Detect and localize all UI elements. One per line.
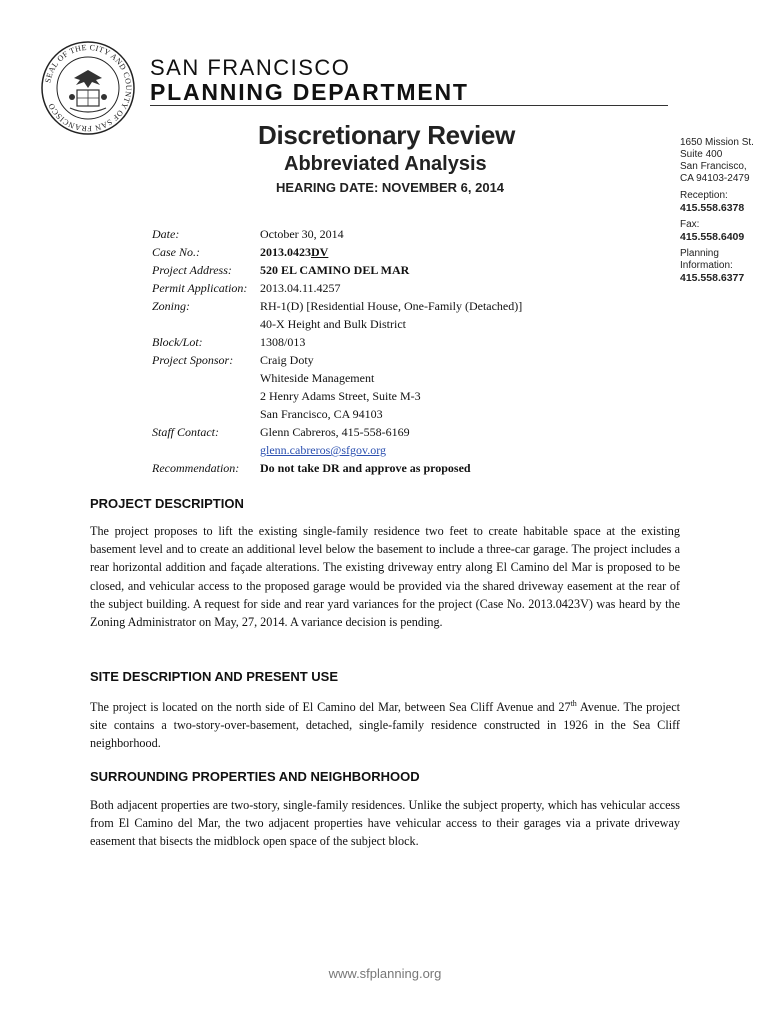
address-line: San Francisco, <box>680 161 747 172</box>
surrounding-properties-heading: SURROUNDING PROPERTIES AND NEIGHBORHOOD <box>90 769 420 784</box>
info-row-zoning-2 <box>152 315 672 333</box>
reception-label: Reception: <box>680 190 728 201</box>
site-description-heading: SITE DESCRIPTION AND PRESENT USE <box>90 669 338 684</box>
info-row-sponsor <box>152 351 672 369</box>
address-line: 1650 Mission St. <box>680 137 754 148</box>
date-value: October 30, 2014 <box>260 227 344 241</box>
case-info-table <box>152 225 672 477</box>
footer-website: www.sfplanning.org <box>328 966 442 981</box>
case-label: Case No.: <box>152 245 200 259</box>
info-row-blocklot <box>152 333 672 351</box>
svg-text:SEAL OF THE CITY AND COUNTY OF: SEAL OF THE CITY AND COUNTY OF SAN FRANCISCO <box>43 42 134 134</box>
planning-phone: 415.558.6377 <box>680 272 745 284</box>
recommendation-value: Do not take DR and approve as proposed <box>260 461 471 475</box>
org-name-line1: SAN FRANCISCO <box>150 55 351 80</box>
address-line: Suite 400 <box>680 149 723 160</box>
info-row-case <box>152 243 672 261</box>
info-row-sponsor-2 <box>152 369 672 387</box>
case-value <box>260 243 672 261</box>
surrounding-properties-text: Both adjacent properties are two-story, single-family residences. Unlike the subject property, which has vehicular access from El Camino del Mar, the two adjacent properties have vehicular access to their garages via a private driveway easement that bisects the midblock open space of the subject block. <box>90 798 680 849</box>
info-row-sponsor-4 <box>152 405 672 423</box>
address-line: CA 94103-2479 <box>680 173 750 184</box>
sponsor-company: Whiteside Management <box>260 371 375 385</box>
planning-label: Planning <box>680 248 719 259</box>
info-row-staff <box>152 423 672 441</box>
sponsor-city: San Francisco, CA 94103 <box>260 407 383 421</box>
info-row-date <box>152 225 672 243</box>
info-row-sponsor-3 <box>152 387 672 405</box>
reception-contact <box>680 190 768 214</box>
blocklot-label: Block/Lot: <box>152 335 203 349</box>
sponsor-street: 2 Henry Adams Street, Suite M-3 <box>260 389 421 403</box>
fax-contact <box>680 219 768 243</box>
staff-label: Staff Contact: <box>152 425 219 439</box>
sponsor-name: Craig Doty <box>260 353 314 367</box>
zoning-height-value: 40-X Height and Bulk District <box>260 317 406 331</box>
date-label: Date: <box>152 227 180 241</box>
office-address <box>680 137 768 185</box>
document-title: Discretionary Review <box>258 120 516 150</box>
info-row-email <box>152 441 672 459</box>
case-suffix: DV <box>311 245 329 259</box>
site-description-text: The project is located on the north side of El Camino del Mar, between Sea Cliff Avenue and 27th Avenue. The project site contains a two-story-over-basement, detached, single-family residence constructed in 1926 in the Sea Cliff neighborhood. <box>90 699 680 751</box>
project-description-text: The project proposes to lift the existing single-family residence two feet to create habitable space at the existing basement level and to create an additional level below the basement to include a three-car garage. The project includes a rear horizontal addition and façade alterations. The existing driveway entry along El Camino del Mar is proposed to be closed, and vehicular access to the proposed garage would be provided via the shared driveway easement at the rear of the subject building. A request for side and rear yard variances for the project (Case No. 2013.0423V) was heard by the Zoning Administrator on May, 27, 2014. A variance decision is pending. <box>90 524 680 630</box>
info-row-permit <box>152 279 672 297</box>
staff-email-link[interactable]: glenn.cabreros@sfgov.org <box>260 443 387 457</box>
reception-phone: 415.558.6378 <box>680 202 745 214</box>
recommendation-label: Recommendation: <box>152 461 240 475</box>
planning-info-contact <box>680 248 768 284</box>
address-label: Project Address: <box>152 263 232 277</box>
blocklot-value: 1308/013 <box>260 335 306 349</box>
permit-label: Permit Application: <box>152 281 248 295</box>
staff-value: Glenn Cabreros, 415-558-6169 <box>260 425 410 439</box>
header-divider <box>150 105 668 106</box>
hearing-date: HEARING DATE: NOVEMBER 6, 2014 <box>276 180 505 195</box>
fax-label: Fax: <box>680 219 700 230</box>
case-number: 2013.0423 <box>260 245 311 259</box>
zoning-value: RH-1(D) [Residential House, One-Family (Detached)] <box>260 299 523 313</box>
info-row-zoning <box>152 297 672 315</box>
permit-value: 2013.04.11.4257 <box>260 281 341 295</box>
zoning-label: Zoning: <box>152 299 191 313</box>
contact-sidebar <box>680 137 768 289</box>
info-row-address <box>152 261 672 279</box>
project-description-heading: PROJECT DESCRIPTION <box>90 496 244 511</box>
org-name-line2: PLANNING DEPARTMENT <box>150 79 469 105</box>
fax-phone: 415.558.6409 <box>680 231 745 243</box>
address-value: 520 EL CAMINO DEL MAR <box>260 263 410 277</box>
info-row-recommendation <box>152 459 672 477</box>
sponsor-label: Project Sponsor: <box>152 353 234 367</box>
planning-label: Information: <box>680 260 733 271</box>
document-subtitle: Abbreviated Analysis <box>284 153 487 175</box>
city-seal-logo <box>40 40 136 136</box>
